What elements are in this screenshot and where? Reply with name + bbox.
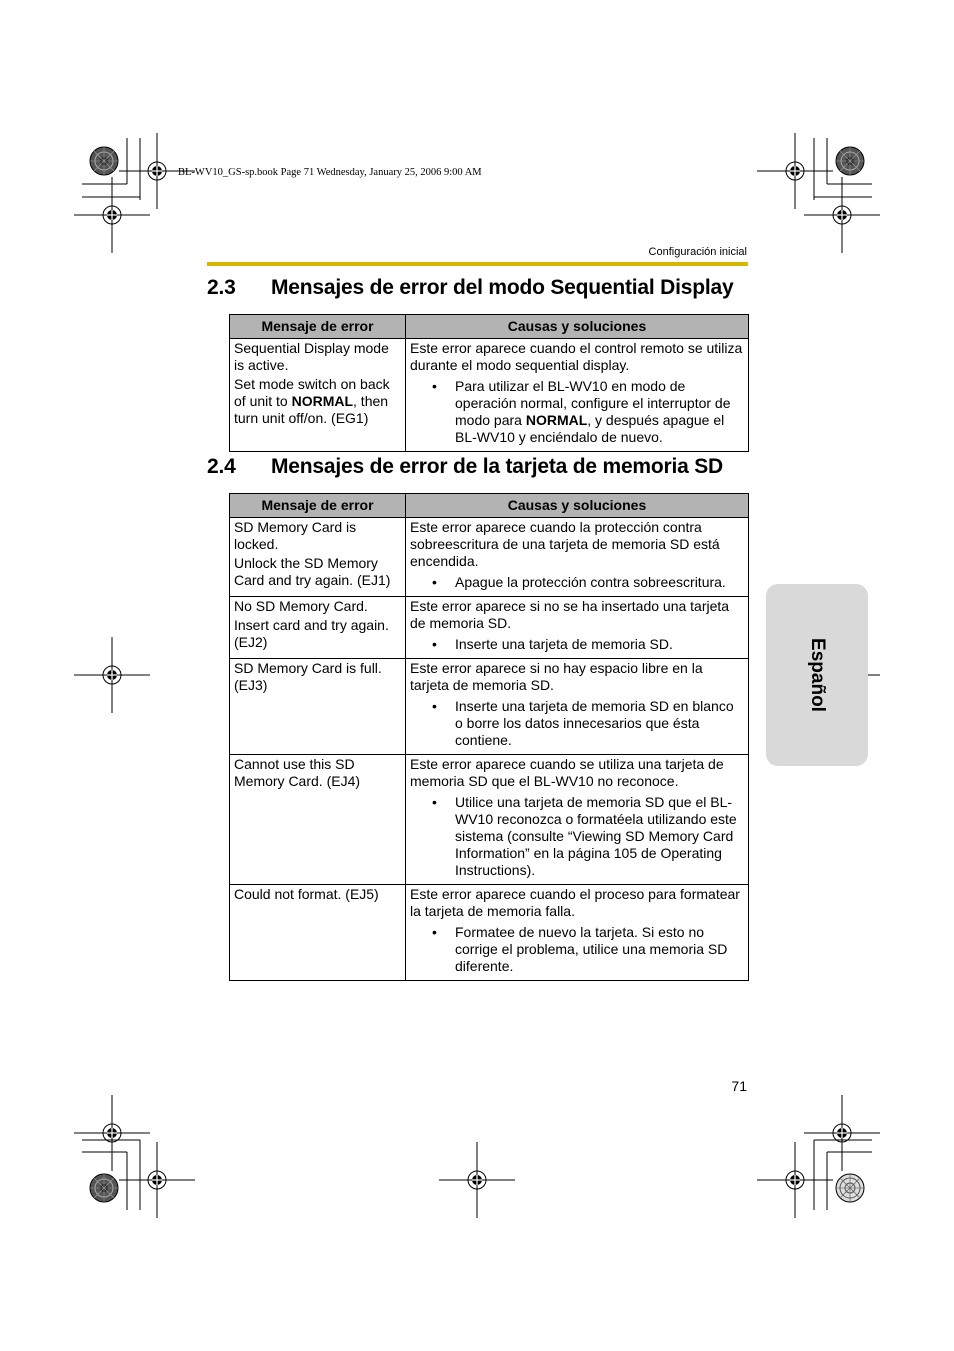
header-rule <box>207 262 748 266</box>
error-message-cell <box>230 518 406 597</box>
solution-item: • Formatee de nuevo la tarjeta. Si esto no corrige el problema, utilice una memoria SD diferente. <box>410 924 744 975</box>
causes-cell <box>406 885 749 981</box>
column-header: Mensaje de error <box>230 315 406 339</box>
error-table-sequential <box>229 314 749 452</box>
error-message-cell <box>230 597 406 659</box>
section-title: Mensajes de error del modo Sequential Display <box>271 276 734 299</box>
error-message: Insert card and try again. (EJ2) <box>234 617 389 650</box>
table-header-row <box>230 494 749 518</box>
table-row <box>230 659 749 755</box>
print-header: BL-WV10_GS-sp.book Page 71 Wednesday, January 25, 2006 9:00 AM <box>178 167 482 178</box>
table-row <box>230 339 749 452</box>
section-heading-2-3 <box>207 276 752 300</box>
causes-cell <box>406 518 749 597</box>
error-table-sd-card <box>229 493 749 981</box>
solution-list <box>410 698 744 749</box>
causes-cell <box>406 339 749 452</box>
causes-cell <box>406 597 749 659</box>
language-tab-label: Español <box>807 638 828 712</box>
cause-text: Este error aparece si no hay espacio libre en la tarjeta de memoria SD. <box>410 660 703 693</box>
error-message-cell <box>230 755 406 885</box>
column-header: Mensaje de error <box>230 494 406 518</box>
cause-text: Este error aparece cuando se utiliza una tarjeta de memoria SD que el BL-WV10 no reconoce. <box>410 756 724 789</box>
solution-list <box>410 636 744 653</box>
table-row <box>230 885 749 981</box>
error-message: Unlock the SD Memory Card and try again. (EJ1) <box>234 555 391 588</box>
error-message: Set mode switch on back of unit to NORMAL, then turn unit off/on. (EG1) <box>234 376 390 426</box>
table-row <box>230 755 749 885</box>
solution-list <box>410 378 744 446</box>
column-header: Causas y soluciones <box>406 494 749 518</box>
cause-text: Este error aparece cuando la protección contra sobreescritura de una tarjeta de memoria SD está encendida. <box>410 519 720 569</box>
causes-cell <box>406 659 749 755</box>
section-number: 2.3 <box>207 276 236 299</box>
solution-item: • Inserte una tarjeta de memoria SD. <box>410 636 744 653</box>
solution-item: • Inserte una tarjeta de memoria SD en blanco o borre los datos innecesarios que ésta contiene. <box>410 698 744 749</box>
error-message-cell <box>230 339 406 452</box>
error-message: Could not format. (EJ5) <box>234 886 379 902</box>
error-message-cell <box>230 659 406 755</box>
error-message: SD Memory Card is locked. <box>234 519 357 552</box>
solution-list <box>410 924 744 975</box>
table-row <box>230 597 749 659</box>
column-header: Causas y soluciones <box>406 315 749 339</box>
solution-list <box>410 794 744 879</box>
section-number: 2.4 <box>207 455 236 478</box>
cause-text: Este error aparece si no se ha insertado una tarjeta de memoria SD. <box>410 598 730 631</box>
solution-item: • Para utilizar el BL-WV10 en modo de operación normal, configure el interruptor de modo para NORMAL, y después apague el BL-WV10 y enciéndalo de nuevo. <box>410 378 744 446</box>
page-number: 71 <box>731 1078 747 1094</box>
table-header-row <box>230 315 749 339</box>
solution-item: • Apague la protección contra sobreescritura. <box>410 574 744 591</box>
language-tab-label-wrap <box>766 584 868 766</box>
section-heading-2-4 <box>207 455 752 479</box>
solution-item: • Utilice una tarjeta de memoria SD que el BL-WV10 reconozca o formatéela utilizando este sistema (consulte “Viewing SD Memory Card Information” en la página 105 de Operating Instructions). <box>410 794 744 879</box>
causes-cell <box>406 755 749 885</box>
cause-text: Este error aparece cuando el proceso para formatear la tarjeta de memoria falla. <box>410 886 740 919</box>
section-title: Mensajes de error de la tarjeta de memoria SD <box>271 455 724 478</box>
error-message: No SD Memory Card. <box>234 598 368 614</box>
solution-list <box>410 574 744 591</box>
error-message: Sequential Display mode is active. <box>234 340 389 373</box>
running-header-section: Configuración inicial <box>648 246 747 258</box>
table-row <box>230 518 749 597</box>
error-message: Cannot use this SD Memory Card. (EJ4) <box>234 756 361 789</box>
cause-text: Este error aparece cuando el control remoto se utiliza durante el modo sequential display. <box>410 340 743 373</box>
error-message: SD Memory Card is full. (EJ3) <box>234 660 382 693</box>
error-message-cell <box>230 885 406 981</box>
